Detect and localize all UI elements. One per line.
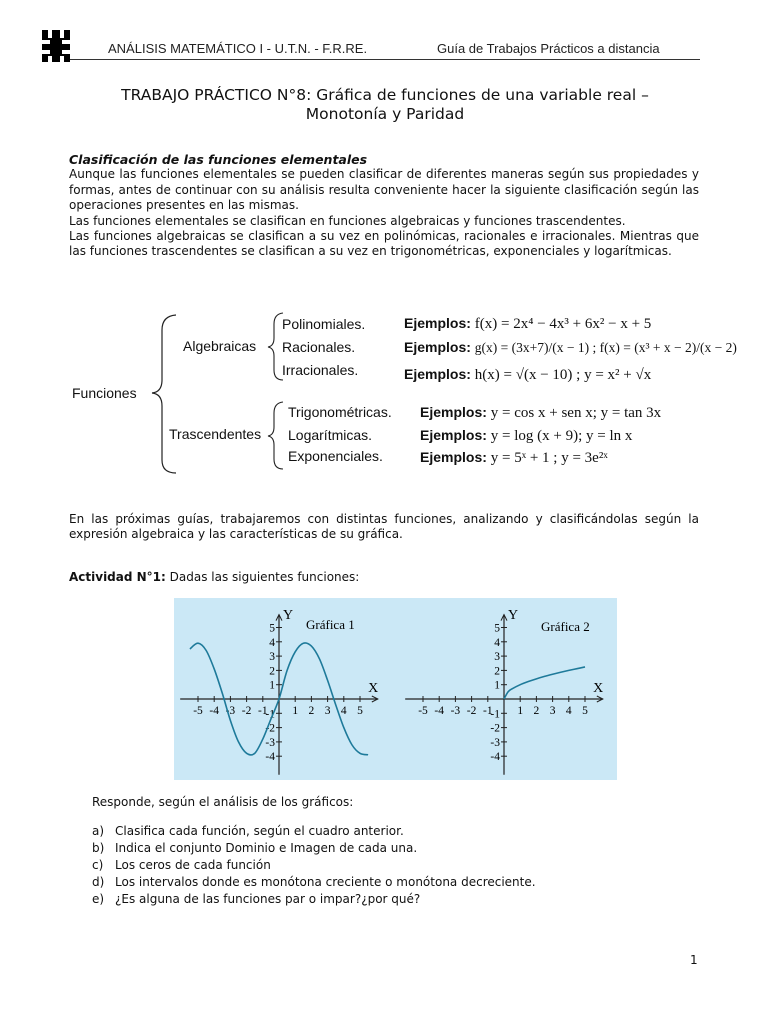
x-tick-label: -5 — [193, 705, 203, 717]
class-trigonometricas: Trigonométricas. — [288, 404, 392, 420]
group-algebraicas: Algebraicas — [183, 338, 257, 354]
question-item — [92, 840, 536, 857]
y-tick-label: 2 — [494, 665, 500, 678]
question-item — [92, 857, 536, 874]
activity-heading — [69, 570, 359, 584]
example-formula: y = 5ˣ + 1 ; y = 3e²ˣ — [490, 450, 608, 466]
header-right: Guía de Trabajos Prácticos a distancia — [437, 41, 660, 56]
y-tick-label: 3 — [494, 651, 500, 664]
question-text: Clasifica cada función, según el cuadro anterior. — [115, 824, 404, 838]
group-trascendentes: Trascendentes — [169, 426, 262, 442]
questions-prompt: Responde, según el análisis de los gráficos: — [92, 795, 354, 809]
y-tick-label: -1 — [265, 708, 275, 721]
paragraph-3: Las funciones algebraicas se clasifican a su vez en polinómicas, racionales e irracionales. Mientras que las funciones trascendentes se clasifican a su vez en trigonométricas, exponenciales y logarítmicas. — [69, 229, 699, 259]
class-exponenciales: Exponenciales. — [288, 448, 383, 464]
example-exponenciales — [420, 449, 608, 467]
class-polinomiales: Polinomiales. — [282, 316, 366, 332]
x-tick-label: 3 — [324, 705, 331, 717]
questions-list — [92, 823, 536, 908]
x-tick-label: -4 — [434, 705, 444, 717]
y-tick-label: -4 — [490, 751, 500, 764]
title-line-2: Monotonía y Paridad — [305, 105, 465, 123]
y-tick-label: 5 — [269, 622, 275, 635]
x-tick-label: -1 — [483, 705, 493, 717]
x-tick-label: -3 — [450, 705, 461, 717]
x-tick-label: 3 — [549, 705, 556, 717]
question-text: Los ceros de cada función — [115, 858, 271, 872]
example-label: Ejemplos: — [404, 339, 471, 355]
y-tick-label: -2 — [265, 722, 275, 735]
question-letter: e) — [92, 892, 105, 906]
class-irracionales: Irracionales. — [282, 362, 359, 378]
question-text: ¿Es alguna de las funciones par o impar?¿por qué? — [115, 892, 421, 906]
utn-logo-icon — [38, 28, 74, 62]
question-letter: c) — [92, 858, 104, 872]
x-tick-label: 5 — [357, 705, 363, 717]
section-classification — [69, 152, 699, 260]
example-formula: h(x) = √(x − 10) ; y = x² + √x — [474, 367, 652, 383]
page-number: 1 — [690, 953, 698, 967]
y-axis-label: Y — [508, 607, 519, 623]
y-tick-label: 2 — [269, 665, 275, 678]
example-formula: g(x) = (3x+7)/(x − 1) ; f(x) = (x³ + x − 2)/(x − 2) — [474, 340, 737, 355]
example-label: Ejemplos: — [404, 315, 471, 331]
x-tick-label: 4 — [565, 705, 572, 717]
class-logaritmicas: Logarítmicas. — [288, 427, 373, 443]
question-letter: a) — [92, 824, 105, 838]
x-tick-label: -1 — [258, 705, 268, 717]
example-irracionales — [404, 366, 651, 384]
y-tick-label: -4 — [265, 751, 275, 764]
graphs-panel — [174, 598, 617, 780]
y-tick-label: -3 — [265, 736, 275, 749]
example-formula: y = cos x + sen x; y = tan 3x — [490, 405, 662, 421]
question-text: Los intervalos donde es monótona creciente o monótona decreciente. — [115, 875, 536, 889]
header-left: ANÁLISIS MATEMÁTICO I - U.T.N. - F.R.RE. — [108, 41, 368, 56]
y-tick-label: 5 — [494, 622, 500, 635]
x-tick-label: 2 — [308, 705, 315, 717]
x-tick-label: -5 — [418, 705, 428, 717]
paragraph-1: Aunque las funciones elementales se pueden clasificar de diferentes maneras según sus propiedades y formas, antes de continuar con su análisis resulta conveniente hacer la siguiente clasificación según las operaciones presentes en las mismas. — [69, 167, 699, 213]
y-tick-label: -3 — [490, 736, 500, 749]
question-item — [92, 891, 536, 908]
question-letter: b) — [92, 841, 105, 855]
x-tick-label: -2 — [466, 705, 477, 717]
example-polinomiales — [404, 315, 651, 333]
question-letter: d) — [92, 875, 105, 889]
x-tick-label: 4 — [340, 705, 347, 717]
paragraph-2: Las funciones elementales se clasifican en funciones algebraicas y funciones trascendentes. — [69, 213, 626, 228]
example-trigonometricas — [420, 404, 661, 422]
example-label: Ejemplos: — [420, 449, 487, 465]
x-tick-label: 2 — [533, 705, 540, 717]
x-tick-label: 5 — [582, 705, 588, 717]
classification-root: Funciones — [72, 385, 137, 401]
example-logaritmicas — [420, 427, 632, 445]
example-formula: f(x) = 2x⁴ − 4x³ + 6x² − x + 5 — [474, 316, 652, 332]
example-formula: y = log (x + 9); y = ln x — [490, 428, 633, 444]
page-title — [60, 86, 710, 124]
y-tick-label: 1 — [269, 679, 275, 692]
y-tick-label: 3 — [269, 651, 275, 664]
question-item — [92, 823, 536, 840]
x-tick-label: -3 — [225, 705, 236, 717]
example-label: Ejemplos: — [404, 366, 471, 382]
x-axis-label: X — [368, 681, 379, 696]
y-tick-label: -1 — [490, 708, 500, 721]
y-tick-label: 4 — [494, 636, 500, 649]
title-line-1: TRABAJO PRÁCTICO N°8: Gráfica de funciones de una variable real – — [121, 86, 649, 104]
header-divider — [70, 59, 700, 60]
x-tick-label: 1 — [517, 705, 524, 717]
graph-title: Gráfica 2 — [541, 619, 590, 634]
example-label: Ejemplos: — [420, 404, 487, 420]
graph-title: Gráfica 1 — [306, 617, 355, 632]
y-tick-label: 4 — [269, 636, 275, 649]
x-tick-label: -4 — [209, 705, 219, 717]
section-heading: Clasificación de las funciones elementales — [69, 152, 368, 167]
classification-braces — [140, 310, 290, 480]
function-curve — [504, 667, 585, 699]
graphs-svg — [174, 598, 617, 780]
question-item — [92, 874, 536, 891]
example-label: Ejemplos: — [420, 427, 487, 443]
question-text: Indica el conjunto Dominio e Imagen de cada una. — [115, 841, 418, 855]
example-racionales — [404, 339, 737, 356]
activity-text: Dadas las siguientes funciones: — [165, 570, 360, 584]
class-racionales: Racionales. — [282, 339, 356, 355]
activity-label: Actividad N°1: — [69, 570, 166, 584]
x-tick-label: -2 — [241, 705, 252, 717]
intro-paragraph: En las próximas guías, trabajaremos con distintas funciones, analizando y clasificándolas según la expresión algebraica y las características de su gráfica. — [69, 512, 699, 542]
x-axis-label: X — [593, 681, 604, 696]
y-tick-label: 1 — [494, 679, 500, 692]
y-tick-label: -2 — [490, 722, 500, 735]
x-tick-label: 1 — [292, 705, 299, 717]
y-axis-label: Y — [283, 607, 294, 623]
